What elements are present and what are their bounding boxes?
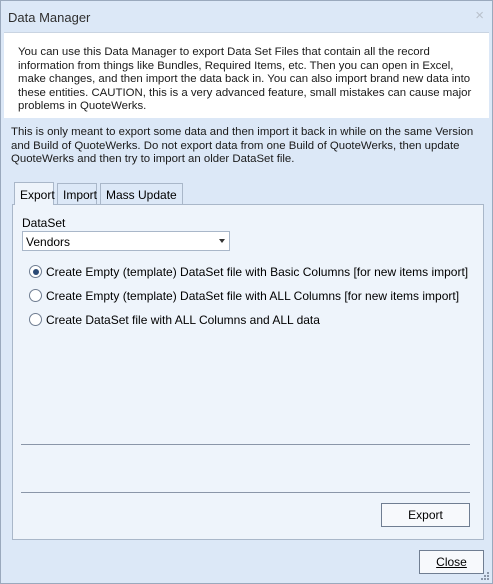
divider-top	[21, 444, 470, 445]
export-button[interactable]: Export	[381, 503, 470, 527]
close-button[interactable]: Close	[419, 550, 484, 574]
divider-bottom	[21, 492, 470, 493]
tab-import[interactable]: Import	[57, 183, 97, 205]
option-all-data-label: Create DataSet file with ALL Columns and ALL data	[46, 313, 320, 327]
radio-all-columns[interactable]	[29, 289, 42, 302]
title-bar[interactable]	[1, 1, 492, 32]
radio-basic-columns[interactable]	[29, 265, 42, 278]
export-tab-panel	[12, 204, 484, 540]
resize-grip-icon[interactable]	[480, 571, 490, 581]
dataset-label: DataSet	[22, 216, 66, 230]
tab-export[interactable]: Export	[14, 182, 54, 205]
window-title: Data Manager	[8, 10, 91, 25]
option-all-columns-label: Create Empty (template) DataSet file with ALL Columns [for new items import]	[46, 289, 460, 303]
tab-mass-update[interactable]: Mass Update	[100, 183, 183, 205]
option-basic-columns-label: Create Empty (template) DataSet file with Basic Columns [for new items import]	[46, 265, 469, 279]
dataset-select-value: Vendors	[26, 235, 71, 249]
radio-all-data[interactable]	[29, 313, 42, 326]
warning-text: This is only meant to export some data and then import it back in while on the same Version and Build of QuoteWerks. Do not export data from one Build of QuoteWerks, then update QuoteWerks and then try to import an older DataSet file.	[11, 126, 474, 165]
info-text: You can use this Data Manager to export Data Set Files that contain all the record information from things like Bundles, Required Items, etc. Then you can open in Excel, make changes, and then import the data back in. You can also import brand new data into these entities. CAUTION, this is a very advanced feature, small mistakes can cause major problems in QuoteWerks.	[18, 46, 472, 112]
info-panel	[4, 32, 489, 118]
dataset-select[interactable]	[22, 231, 230, 251]
close-icon[interactable]: ×	[475, 7, 484, 24]
chevron-down-icon[interactable]	[219, 239, 225, 243]
